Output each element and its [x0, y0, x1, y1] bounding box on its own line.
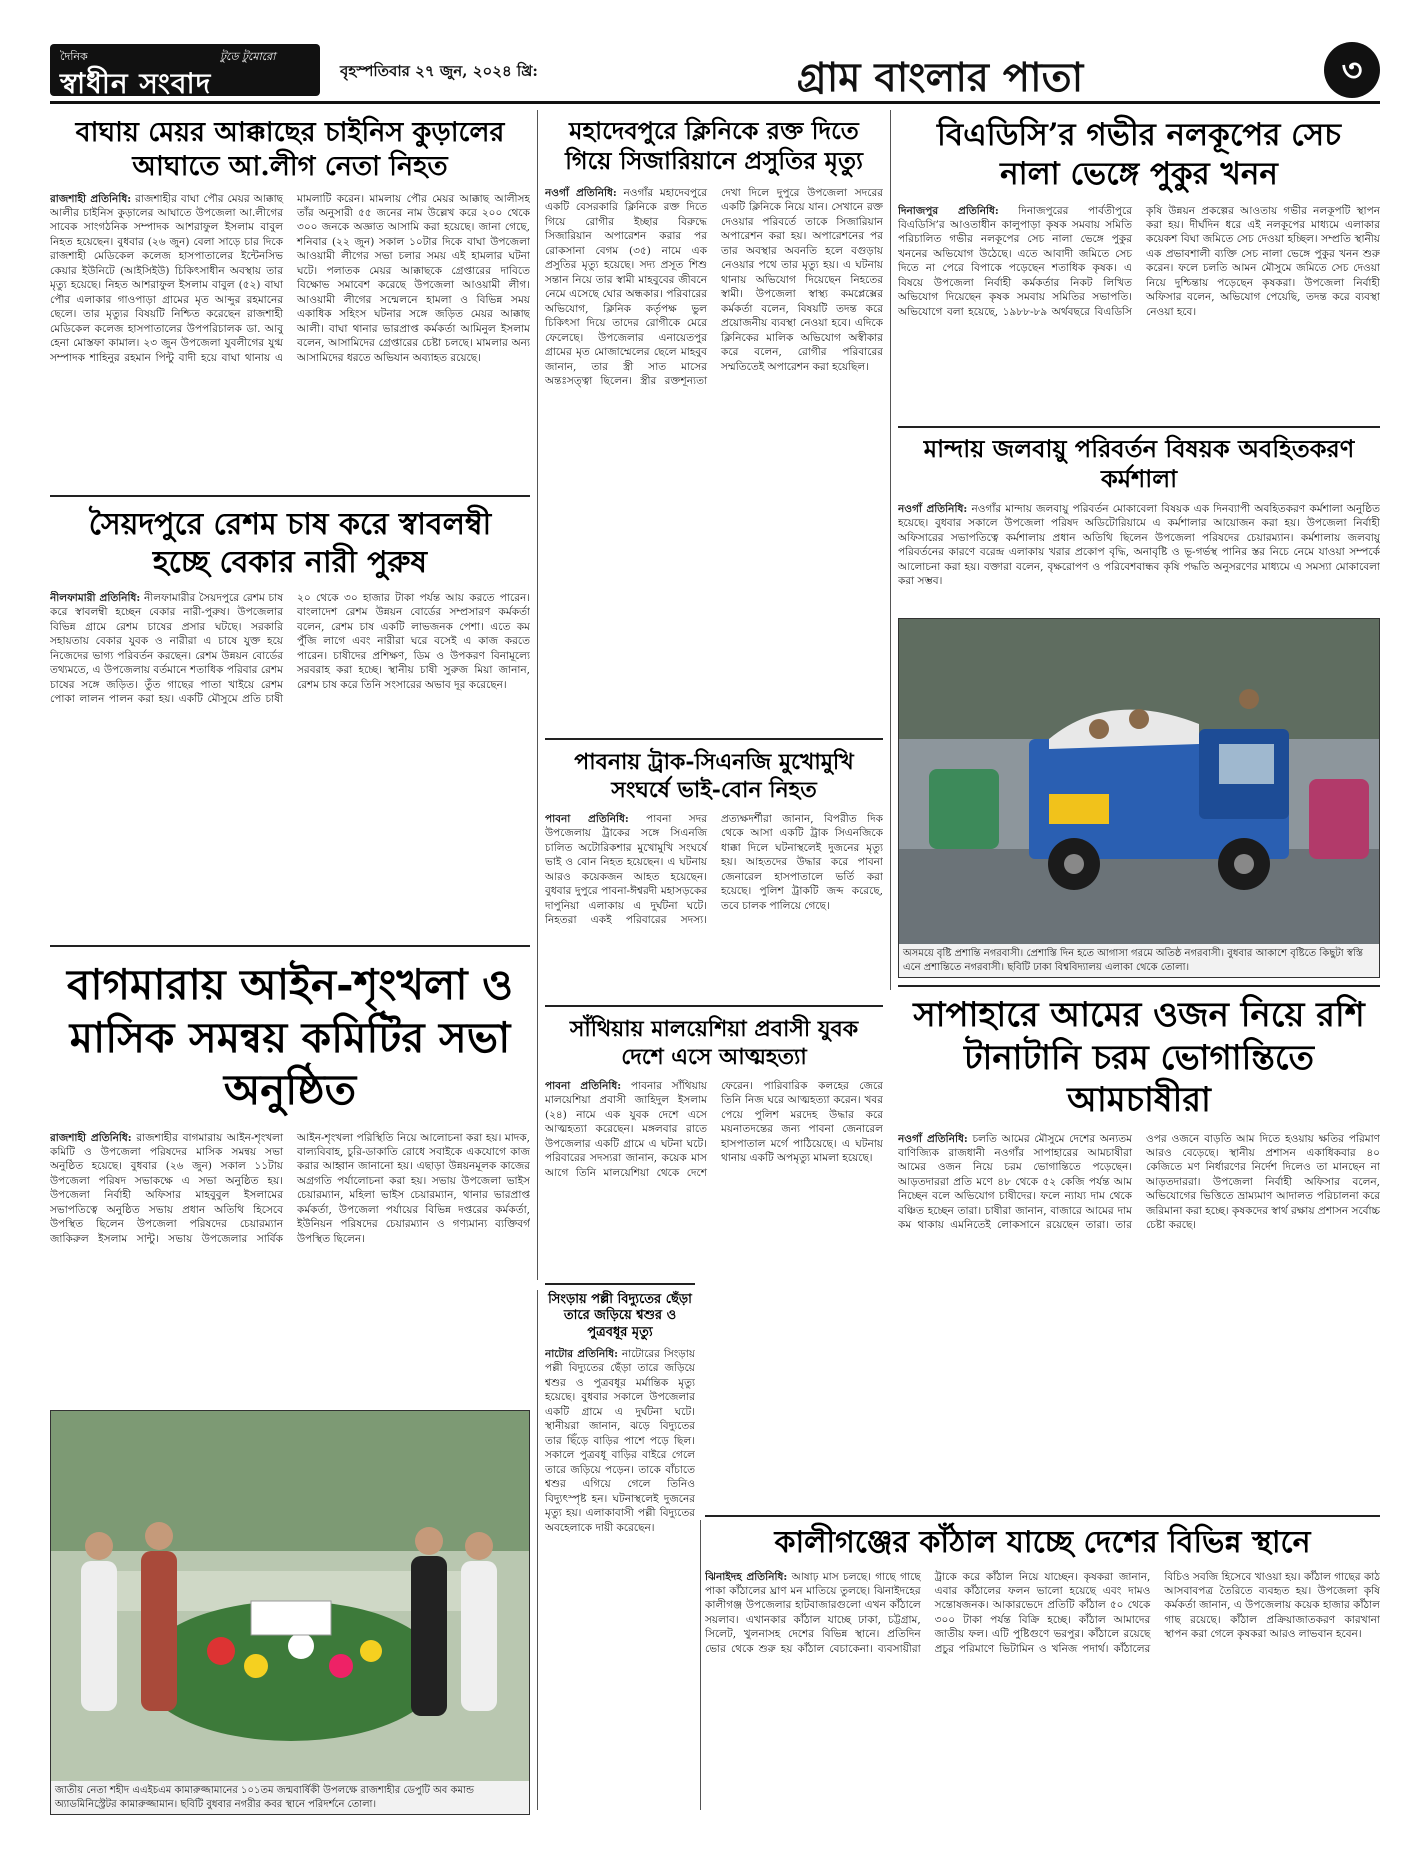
- article-byline: ঝিনাইদহ প্রতিনিধি:: [705, 1570, 788, 1583]
- logo-kicker: দৈনিক: [60, 50, 88, 63]
- column-divider: [890, 110, 891, 990]
- article-body: [545, 186, 883, 686]
- article-text: রাজশাহীর বাঘা পৌর মেয়র আক্কাছ আলীর চাইনিস কুড়ালের আঘাতে উপজেলা আ.লীগের সাবেক সাংগঠনিক সম্পাদক আশরাফুল ইসলাম বাবুল নিহত হয়েছেন। বুধবার (২৬ জুন) বেলা সাড়ে চার দিকে রাজশাহী মেডিকেল কলেজ হাসপাতালের ইন্টেনসিভ কেয়ার ইউনিটে (আইসিইউ) চিকিৎসাধীন অবস্থায় তার মৃত্যু হয়েছে। নিহত আশরাফুল ইসলাম বাবুল (৫২) বাঘা পৌর এলাকার গাওপাড়া গ্রামের মৃত আব্দুর রহমানের ছেলে। তার মৃত্যুর বিষয়টি নিশ্চিত করেছেন রাজশাহী মেডিকেল কলেজ হাসপাতালের উপপরিচালক ডা. আবু হেনা মোস্তফা কামাল। ২৩ জুন উপজেলা যুবলীগের যুগ্ম সম্পাদক শাহিনুর রহমান পিন্টু বাদী হয়ে বাঘা থানায় এ মামলাটি করেন। মামলায় পৌর মেয়র আক্কাছ আলীসহ তাঁর অনুসারী ৫৫ জনের নাম উল্লেখ করে ২০০ থেকে ৩০০ জনকে অজ্ঞাত আসামি করা হয়েছে। জানা গেছে, শনিবার (২২ জুন) সকাল ১০টার দিকে বাঘা উপজেলা আওয়ামী লীগের সভা চলার সময় এই হামলার ঘটনা ঘটে। পলাতক মেয়র আক্কাছকে গ্রেপ্তারের দাবিতে বিক্ষোভ সমাবেশ করেছে উপজেলা আওয়ামী লীগ। আওয়ামী লীগের সন্মেলনে হামলা ও বিভিন্ন সময় একাধিক সহিংস ঘটনার সঙ্গে জড়িত মেয়র আক্কাছ আলী। বাঘা থানার ভারপ্রাপ্ত কর্মকর্তা আমিনুল ইসলাম বলেন, আসামিদের গ্রেপ্তারের চেষ্টা চলছে। মামলার অন্য আসামিদের ধরতে অভিযান অব্যাহত রয়েছে।: [50, 192, 530, 364]
- photo-caption: অসময়ে বৃষ্টি প্রশান্তি নগরবাসী। প্রেশাস্তি দিন হতে আগাসা গরমে অতিষ্ঠ নগরবাসী। বুধবার আকাশে বৃষ্টিতে কিছুটা স্বস্তি এনে প্রশান্তিতে নগরবাসী। ছবিটি ঢাকা বিশ্ববিদ্যালয় এলাকা থেকে তোলা।: [899, 944, 1379, 977]
- article-body: [545, 812, 883, 987]
- article-headline[interactable]: মান্দায় জলবায়ু পরিবর্তন বিষয়ক অবহিতকরণ কর্মশালা: [923, 434, 1355, 493]
- article-body: [898, 502, 1380, 610]
- logo-tagline: টুডে টুমোরো: [220, 50, 276, 63]
- section-divider: [545, 1283, 695, 1285]
- article-byline: পাবনা প্রতিনিধি:: [545, 813, 629, 825]
- article-body: [705, 1570, 1380, 1805]
- article-manda[interactable]: [898, 432, 1380, 610]
- article-santhia[interactable]: [545, 1012, 883, 1277]
- article-mahadebpur[interactable]: [545, 112, 883, 732]
- section-divider: [545, 1005, 883, 1007]
- issue-date: বৃহস্পতিবার ২৭ জুন, ২০২৪ খ্রি:: [340, 62, 538, 80]
- section-divider: [898, 426, 1380, 428]
- article-body: [898, 1132, 1380, 1507]
- photo-caption: জাতীয় নেতা শহীদ এএইচএম কামারুজ্জামানের ১০১তম জন্মবার্ষিকী উপলক্ষে রাজশাহীর ডেপুটি অব কমান্ড অ্যাডমিনিস্ট্রেটর কামারুজ্জামান। ছবিটি বুধবার নগরীর কবর স্থানে পরিদর্শনে তোলা।: [51, 1781, 529, 1814]
- article-baghay[interactable]: [50, 112, 530, 492]
- article-byline: নীলফামারী প্রতিনিধি:: [50, 592, 141, 604]
- article-text: চলতি আমের মৌসুমে দেশের অন্যতম বাণিজ্যিক রাজধানী নওগাঁর সাপাহারের আমচাষীরা আমের ওজন নিয়ে চরম ভোগান্তিতে পড়েছেন। আড়তদাররা প্রতি মণে ৪৮ থেকে ৫২ কেজি পর্যন্ত আম নিচ্ছেন বলে অভিযোগ চাষীদের। ফলে ন্যায্য দাম থেকে বঞ্চিত হচ্ছেন তারা। চাষীরা জানান, বাজারে আমের দাম কম থাকায় এমনিতেই লোকসানে রয়েছেন তারা। তার ওপর ওজনে বাড়তি আম দিতে হওয়ায় ক্ষতির পরিমাণ আরও বেড়েছে। স্থানীয় প্রশাসন একাধিকবার ৪০ কেজিতে মণ নির্ধারণের নির্দেশ দিলেও তা মানছেন না আড়তদাররা। উপজেলা নির্বাহী অফিসার বলেন, অভিযোগের ভিত্তিতে ভ্রাম্যমাণ আদালত পরিচালনা করে জরিমানা করা হচ্ছে। কৃষকদের স্বার্থ রক্ষায় প্রশাসন সর্বোচ্চ চেষ্টা করছে।: [898, 1132, 1380, 1232]
- article-headline[interactable]: মহাদেবপুরে ক্লিনিকে রক্ত দিতে গিয়ে সিজারিয়ানে প্রসুতির মৃত্যু: [565, 116, 863, 175]
- article-byline: রাজশাহী প্রতিনিধি:: [50, 192, 132, 205]
- article-headline[interactable]: কালীগঞ্জের কাঁঠাল যাচ্ছে দেশের বিভিন্ন স্থানে: [774, 1525, 1311, 1560]
- rain-photo[interactable]: [898, 618, 1380, 978]
- article-text: রাজশাহীর বাগমারায় আইন-শৃংখলা কমিটি ও উপজেলা পরিষদের মাসিক সমন্বয় সভা অনুষ্ঠিত হয়েছে। বুধবার (২৬ জুন) সকাল ১১টায় উপজেলা পরিষদ সভাকক্ষে এ সভা অনুষ্ঠিত হয়। উপজেলা নির্বাহী অফিসার মাহবুবুল ইসলামের সভাপতিত্বে অনুষ্ঠিত সভায় প্রধান অতিথি হিসেবে উপস্থিত ছিলেন উপজেলা পরিষদের চেয়ারম্যান জাকিরুল ইসলাম সান্টু। সভায় উপজেলার সার্বিক আইন-শৃংখলা পরিস্থিতি নিয়ে আলোচনা করা হয়। মাদক, বাল্যবিবাহ, চুরি-ডাকাতি রোধে সবাইকে একযোগে কাজ করার আহ্বান জানানো হয়। এছাড়া উন্নয়নমূলক কাজের অগ্রগতি পর্যালোচনা করা হয়। সভায় উপজেলা ভাইস চেয়ারম্যান, মহিলা ভাইস চেয়ারম্যান, থানার ভারপ্রাপ্ত কর্মকর্তা, উপজেলা পর্যায়ের বিভিন্ন দপ্তরের কর্মকর্তা, ইউনিয়ন পরিষদের চেয়ারম্যান ও গণ্যমান্য ব্যক্তিবর্গ উপস্থিত ছিলেন।: [50, 1131, 530, 1245]
- article-text: পাবনার সাঁথিয়ায় মালয়েশিয়া প্রবাসী জাহিদুল ইসলাম (২৪) নামে এক যুবক দেশে এসে আত্মহত্যা করেছেন। মঙ্গলবার রাতে উপজেলার একটি গ্রামে এ ঘটনা ঘটে। পরিবারের সদস্যরা জানান, কয়েক মাস আগে তিনি মালয়েশিয়া থেকে দেশে ফেরেন। পারিবারিক কলহের জেরে তিনি নিজ ঘরে আত্মহত্যা করেন। খবর পেয়ে পুলিশ মরদেহ উদ্ধার করে ময়নাতদন্তের জন্য পাবনা জেনারেল হাসপাতাল মর্গে পাঠিয়েছে। এ ঘটনায় থানায় একটি অপমৃত্যু মামলা হয়েছে।: [545, 1080, 883, 1179]
- article-headline[interactable]: সাপাহারে আমের ওজন নিয়ে রশি টানাটানি চরম ভোগান্তিতে আমচাষীরা: [913, 995, 1365, 1120]
- event-photo[interactable]: [50, 1410, 530, 1815]
- article-byline: পাবনা প্রতিনিধি:: [545, 1080, 622, 1092]
- section-title: গ্রাম বাংলার পাতা: [796, 54, 1084, 101]
- article-headline[interactable]: সাঁথিয়ায় মালয়েশিয়া প্রবাসী যুবক দেশে এসে আত্মহত্যা: [569, 1016, 859, 1070]
- article-text: আষাঢ় মাস চলছে। গাছে গাছে পাকা কাঁঠালের ঘ্রাণ মন মাতিয়ে তুলছে। ঝিনাইদহের কালীগঞ্জ উপজেলার হাটবাজারগুলো এখন কাঁঠালে সয়লাব। এখানকার কাঁঠাল যাচ্ছে ঢাকা, চট্টগ্রাম, সিলেট, খুলনাসহ দেশের বিভিন্ন স্থানে। প্রতিদিন ভোর থেকে শুরু হয় কাঁঠাল বেচাকেনা। ব্যবসায়ীরা ট্রাকে করে কাঁঠাল নিয়ে যাচ্ছেন। কৃষকরা জানান, এবার কাঁঠালের ফলন ভালো হয়েছে এবং দামও সন্তোষজনক। আকারভেদে প্রতিটি কাঁঠাল ৫০ থেকে ৩০০ টাকা পর্যন্ত বিক্রি হচ্ছে। কাঁঠাল আমাদের জাতীয় ফল। এটি পুষ্টিগুণে ভরপুর। কাঁঠালে রয়েছে প্রচুর পরিমাণে ভিটামিন ও খনিজ পদার্থ। কাঁঠালের বিচিও সবজি হিসেবে খাওয়া হয়। কাঁঠাল গাছের কাঠ আসবাবপত্র তৈরিতে ব্যবহৃত হয়। উপজেলা কৃষি কর্মকর্তা জানান, এ উপজেলায় কয়েক হাজার কাঁঠাল গাছ রয়েছে। কাঁঠাল প্রক্রিয়াজাতকরণ কারখানা স্থাপন করা গেলে কৃষকরা আরও লাভবান হবেন।: [705, 1570, 1380, 1655]
- article-singra[interactable]: [545, 1290, 695, 1815]
- section-divider: [545, 738, 883, 740]
- article-bagmara[interactable]: [50, 955, 530, 1395]
- article-syedpur[interactable]: [50, 500, 530, 940]
- article-headline[interactable]: বিএডিসি’র গভীর নলকূপের সেচ নালা ভেঙ্গে পুকুর খনন: [937, 117, 1341, 192]
- article-text: নাটোরের সিংড়ায় পল্লী বিদ্যুতের ছেঁড়া তারে জড়িয়ে শ্বশুর ও পুত্রবধূর মর্মান্তিক মৃত্যু হয়েছে। বুধবার সকালে উপজেলার একটি গ্রামে এ দুর্ঘটনা ঘটে। স্থানীয়রা জানান, ঝড়ে বিদ্যুতের তার ছিঁড়ে বাড়ির পাশে পড়ে ছিল। সকালে পুত্রবধূ বাড়ির বাইরে গেলে তারে জড়িয়ে পড়েন। তাকে বাঁচাতে শ্বশুর এগিয়ে গেলে তিনিও বিদ্যুৎস্পৃষ্ট হন। ঘটনাস্থলেই দুজনের মৃত্যু হয়। এলাকাবাসী পল্লী বিদ্যুতের অবহেলাকে দায়ী করেছেন।: [545, 1347, 695, 1534]
- article-body: [545, 1347, 695, 1815]
- masthead: [50, 40, 1380, 104]
- article-text: নওগাঁর মহাদেবপুরে একটি বেসরকারি ক্লিনিকে রক্ত দিতে গিয়ে রোগীর ইচ্ছার বিরুদ্ধে সিজারিয়ান অপারেশন করার পর রোকসানা বেগম (৩৫) নামে এক প্রসুতির মৃত্যু হয়েছে। সদ্য প্রসূত শিশু সন্তান নিয়ে তার স্বামী মাহবুবের জীবনে নেমে এসেছে ঘোর অন্ধকার। পরিবারের অভিযোগ, ক্লিনিক কর্তৃপক্ষ ভুল চিকিৎসা দিয়ে তাদের রোগীকে মেরে ফেলেছে। উপজেলার এনায়েতপুর গ্রামের মৃত মোজাম্মেলের ছেলে মাহবুব জানান, তার স্ত্রী সাত মাসের অন্তঃসত্ত্বা ছিলেন। স্ত্রীর রক্তশূন্যতা দেখা দিলে দুপুরে উপজেলা সদরের একটি ক্লিনিকে নিয়ে যান। সেখানে রক্ত দেওয়ার পরিবর্তে তাকে সিজারিয়ান অপারেশন করা হয়। অপারেশনের পর তার অবস্থার অবনতি হলে বগুড়ায় নেওয়ার পথে তার মৃত্যু হয়। এ ঘটনায় থানায় অভিযোগ দিয়েছেন নিহতের স্বামী। উপজেলা স্বাস্থ্য কমপ্লেক্সের কর্মকর্তা বলেন, বিষয়টি তদন্ত করে প্রয়োজনীয় ব্যবস্থা নেওয়া হবে। এদিকে ক্লিনিকের মালিক অভিযোগ অস্বীকার করে বলেন, রোগীর পরিবারের সম্মতিতেই অপারেশন করা হয়েছিল।: [545, 187, 883, 388]
- article-headline[interactable]: পাবনায় ট্রাক-সিএনজি মুখোমুখি সংঘর্ষে ভাই-বোন নিহত: [574, 749, 854, 803]
- article-text: দিনাজপুরের পার্বতীপুরে বিএডিসি’র আওতাধীন কালুপাড়া কৃষক সমবায় সমিতি পরিচালিত গভীর নলকূপের সেচ নালা ভেঙ্গে পুকুর খননের অভিযোগ উঠেছে। এতে আবাদী জমিতে সেচ দিতে না পেরে বিপাকে পড়েছেন শতাধিক কৃষক। এ বিষয়ে উপজেলা নির্বাহী কর্মকর্তার নিকট লিখিত অভিযোগ দিয়েছেন কৃষক সমবায় সমিতির সভাপতি। অভিযোগে বলা হয়েছে, ১৯৮৮-৮৯ অর্থবছরে বিএডিসি কৃষি উন্নয়ন প্রকল্পের আওতায় গভীর নলকূপটি স্থাপন করা হয়। দীর্ঘদিন ধরে এই নলকূপের মাধ্যমে এলাকার কয়েকশ বিঘা জমিতে সেচ দেওয়া হচ্ছিল। সম্প্রতি স্থানীয় এক প্রভাবশালী ব্যক্তি সেচ নালা ভেঙ্গে পুকুর খনন শুরু করেন। ফলে চলতি আমন মৌসুমে জমিতে সেচ দেওয়া নিয়ে দুশ্চিন্তায় পড়েছেন কৃষকরা। উপজেলা নির্বাহী অফিসার বলেন, অভিযোগ পেয়েছি, তদন্ত করে ব্যবস্থা নেওয়া হবে।: [898, 204, 1380, 318]
- article-headline[interactable]: সিংড়ায় পল্লী বিদ্যুতের ছেঁড়া তারে জড়িয়ে শ্বশুর ও পুত্রবধূর মৃত্যু: [548, 1292, 692, 1340]
- article-byline: নাটোর প্রতিনিধি:: [545, 1347, 619, 1360]
- photo-icon: [51, 1411, 529, 1781]
- column-divider: [537, 110, 538, 1280]
- article-headline[interactable]: সৈয়দপুরে রেশম চাষ করে স্বাবলম্বী হচ্ছে বেকার নারী পুরুষ: [88, 507, 492, 580]
- article-body: [898, 204, 1380, 404]
- article-byline: নওগাঁ প্রতিনিধি:: [898, 503, 968, 515]
- section-divider: [50, 495, 530, 497]
- article-byline: রাজশাহী প্রতিনিধি:: [50, 1131, 132, 1144]
- photo-icon: [899, 619, 1379, 944]
- article-kaliganj[interactable]: [705, 1520, 1380, 1815]
- section-divider: [898, 985, 1380, 987]
- article-badc[interactable]: [898, 112, 1380, 422]
- logo-text: স্বাধীন সংবাদ: [60, 67, 212, 100]
- article-headline[interactable]: বাগমারায় আইন-শৃংখলা ও মাসিক সমন্বয় কমিটির সভা অনুষ্ঠিত: [66, 960, 514, 1114]
- page-number: ৩: [1324, 42, 1380, 98]
- section-divider: [50, 945, 530, 947]
- section-divider: [705, 1515, 1380, 1517]
- article-headline[interactable]: বাঘায় মেয়র আক্কাছের চাইনিস কুড়ালের আঘাতে আ.লীগ নেতা নিহত: [75, 117, 505, 182]
- article-pabna[interactable]: [545, 745, 883, 1000]
- article-body: [50, 1131, 530, 1396]
- article-body: [50, 591, 530, 911]
- article-byline: নওগাঁ প্রতিনিধি:: [545, 187, 617, 199]
- article-sapahar[interactable]: [898, 990, 1380, 1510]
- article-text: পাবনা সদর উপজেলায় ট্রাকের সঙ্গে সিএনজি চালিত অটোরিকশার মুখোমুখি সংঘর্ষে ভাই ও বোন নিহত হয়েছেন। এ ঘটনায় আরও কয়েকজন আহত হয়েছেন। বুধবার দুপুরে পাবনা-ঈশ্বরদী মহাসড়কের দাপুনিয়া এলাকায় এ দুর্ঘটনা ঘটে। নিহতরা একই পরিবারের সদস্য। প্রত্যক্ষদর্শীরা জানান, বিপরীত দিক থেকে আসা একটি ট্রাক সিএনজিকে ধাক্কা দিলে ঘটনাস্থলেই দুজনের মৃত্যু হয়। আহতদের উদ্ধার করে পাবনা জেনারেল হাসপাতালে ভর্তি করা হয়েছে। পুলিশ ট্রাকটি জব্দ করেছে, তবে চালক পালিয়ে গেছে।: [545, 813, 883, 927]
- article-body: [50, 192, 530, 462]
- article-text: নওগাঁর মান্দায় জলবায়ু পরিবর্তন মোকাবেলা বিষয়ক এক দিনব্যাপী অবহিতকরণ কর্মশালা অনুষ্ঠিত হয়েছে। বুধবার সকালে উপজেলা পরিষদ অডিটোরিয়ামে এ কর্মশালার আয়োজন করা হয়। উপজেলা নির্বাহী অফিসারের সভাপতিত্বে কর্মশালায় প্রধান অতিথি ছিলেন উপজেলা পরিষদের চেয়ারম্যান। কর্মশালায় জলবায়ু পরিবর্তনের কারণে বরেন্দ্র এলাকায় খরার প্রকোপ বৃদ্ধি, অনাবৃষ্টি ও ভূ-গর্ভস্থ পানির স্তর নিচে নেমে যাওয়া সম্পর্কে আলোচনা করা হয়। বক্তারা বলেন, বৃক্ষরোপণ ও পরিবেশবান্ধব কৃষি পদ্ধতি অনুসরণের মাধ্যমে এ সমস্যা মোকাবেলা করা সম্ভব।: [898, 503, 1380, 588]
- article-byline: দিনাজপুর প্রতিনিধি:: [898, 204, 999, 217]
- article-byline: নওগাঁ প্রতিনিধি:: [898, 1132, 968, 1145]
- column-divider: [700, 1520, 701, 1810]
- article-body: [545, 1079, 883, 1264]
- article-text: নীলফামারীর সৈয়দপুরে রেশম চাষ করে স্বাবলম্বী হচ্ছেন বেকার নারী-পুরুষ। উপজেলার বিভিন্ন গ্রামে রেশম চাষের প্রসার ঘটছে। সরকারি সহায়তায় বেকার যুবক ও নারীরা এ চাষে যুক্ত হয়ে নিজেদের ভাগ্য পরিবর্তন করছেন। রেশম উন্নয়ন বোর্ডের তথ্যমতে, এ উপজেলায় বর্তমানে শতাধিক পরিবার রেশম চাষের সঙ্গে জড়িত। তুঁত গাছের পাতা খাইয়ে রেশম পোকা লালন পালন করা হয়। একটি মৌসুমে প্রতি চাষী ২০ থেকে ৩০ হাজার টাকা পর্যন্ত আয় করতে পারেন। বাংলাদেশ রেশম উন্নয়ন বোর্ডের সম্প্রসারণ কর্মকর্তা বলেন, রেশম চাষ একটি লাভজনক পেশা। এতে কম পুঁজি লাগে এবং নারীরা ঘরে বসেই এ কাজ করতে পারেন। চাষীদের প্রশিক্ষণ, ডিম ও উপকরণ বিনামূল্যে সরবরাহ করা হচ্ছে। স্থানীয় চাষী সুরুজ মিয়া জানান, রেশম চাষ করে তিনি সংসারের অভাব দূর করেছেন।: [50, 592, 530, 706]
- column-divider: [537, 1290, 538, 1810]
- newspaper-logo[interactable]: [50, 44, 320, 100]
